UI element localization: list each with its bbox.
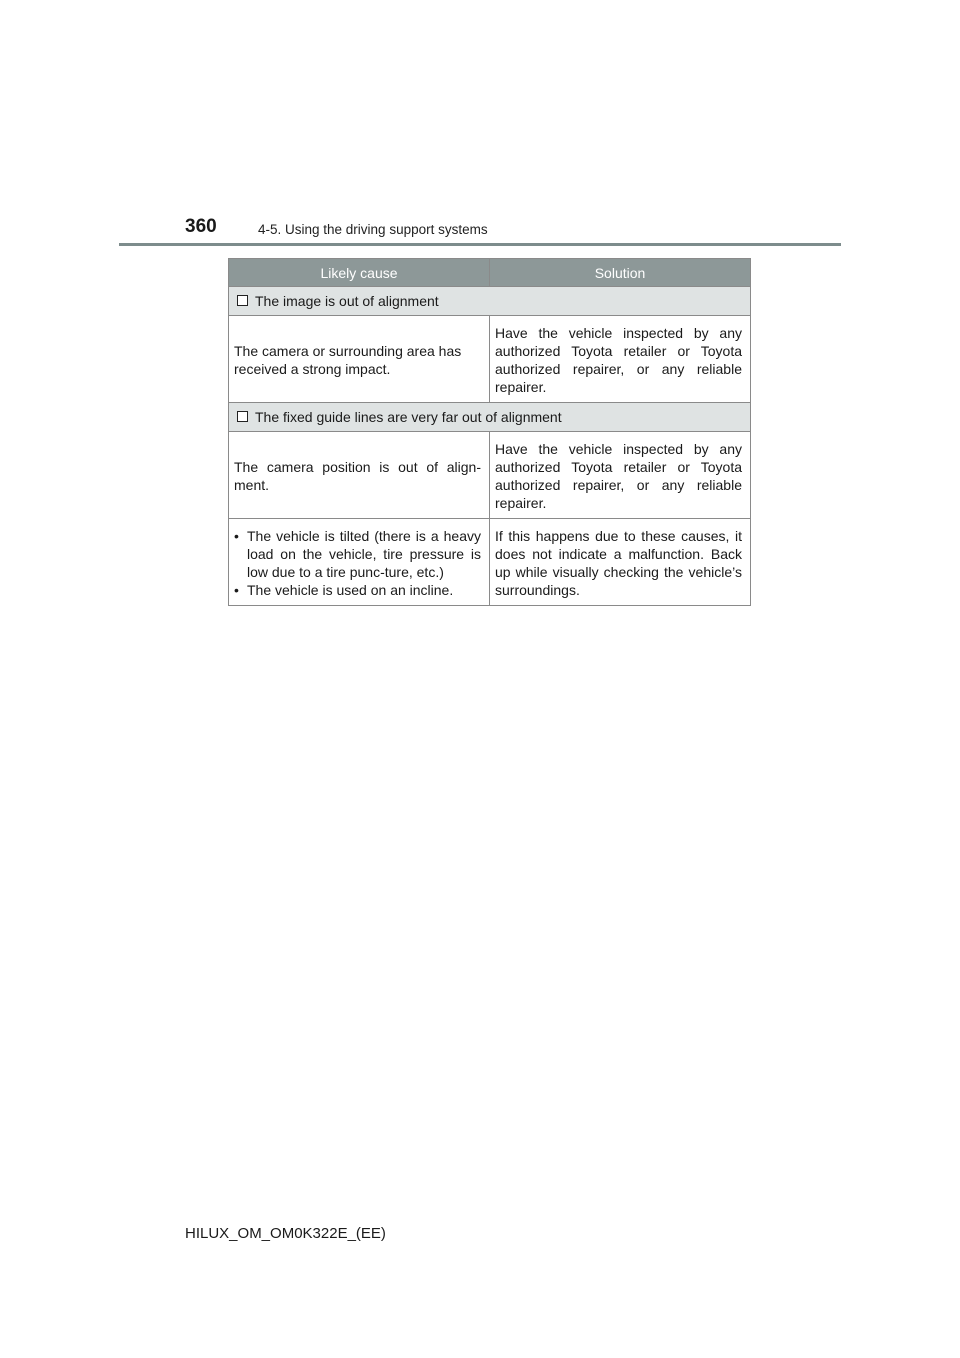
- group-title-cell: [229, 287, 751, 316]
- solution-cell: If this happens due to these causes, it does not indicate a malfunction. Back up while visually checking the vehicle’s surroundings.: [490, 519, 751, 606]
- solution-cell: Have the vehicle inspected by any authorized Toyota retailer or Toyota authorized repairer, or any reliable repairer.: [490, 432, 751, 519]
- table-row: [229, 519, 751, 606]
- column-header-solution: Solution: [490, 259, 751, 287]
- cause-bullet: • The vehicle is used on an incline.: [234, 581, 481, 599]
- cause-cell: [229, 519, 490, 606]
- header-rule: [119, 243, 841, 246]
- cause-bullet-list: [234, 527, 481, 599]
- cause-cell: The camera position is out of align-ment.: [229, 432, 490, 519]
- checkbox-icon: [237, 411, 248, 422]
- table-row: [229, 432, 751, 519]
- group-row: [229, 403, 751, 432]
- group-title: The fixed guide lines are very far out of alignment: [255, 409, 562, 425]
- cause-bullet: • The vehicle is tilted (there is a heavy load on the vehicle, tire pressure is low due to a tire punc-ture, etc.): [234, 527, 481, 581]
- table-row: [229, 316, 751, 403]
- group-title: The image is out of alignment: [255, 293, 439, 309]
- document-id: HILUX_OM_OM0K322E_(EE): [185, 1225, 386, 1242]
- page-number: 360: [185, 216, 217, 237]
- solution-cell: Have the vehicle inspected by any authorized Toyota retailer or Toyota authorized repairer, or any reliable repairer.: [490, 316, 751, 403]
- group-row: [229, 287, 751, 316]
- troubleshooting-table: [228, 258, 751, 606]
- group-title-cell: [229, 403, 751, 432]
- section-title: 4-5. Using the driving support systems: [258, 222, 488, 237]
- column-header-likely-cause: Likely cause: [229, 259, 490, 287]
- checkbox-icon: [237, 295, 248, 306]
- cause-cell: The camera or surrounding area has received a strong impact.: [229, 316, 490, 403]
- table-header-row: [229, 259, 751, 287]
